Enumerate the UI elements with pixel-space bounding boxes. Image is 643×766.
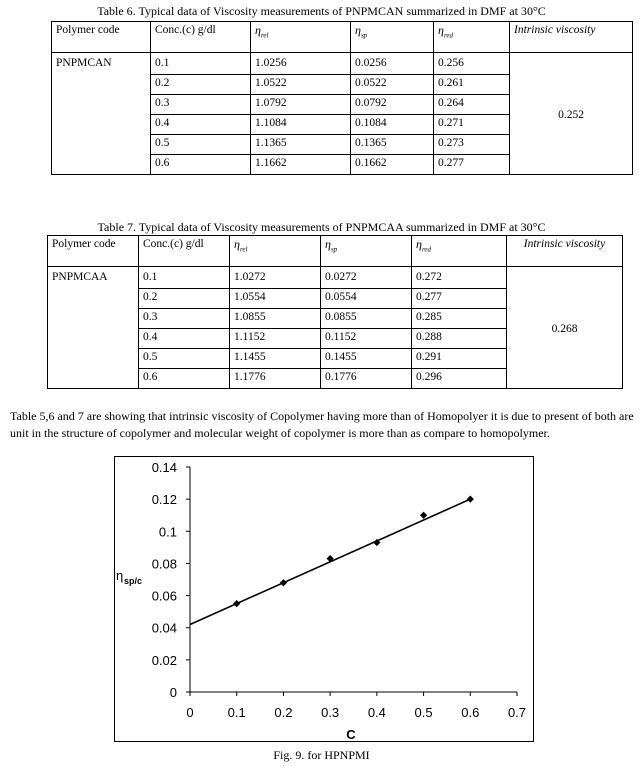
table-row bbox=[48, 267, 623, 289]
red-cell: 0.288 bbox=[412, 329, 507, 349]
rel-cell: 1.1365 bbox=[251, 135, 351, 155]
empty-cell bbox=[52, 75, 151, 95]
sp-cell: 0.0792 bbox=[351, 95, 434, 115]
y-tick-label: 0.02 bbox=[151, 652, 177, 668]
x-tick-label: 0.3 bbox=[321, 705, 340, 720]
empty-cell bbox=[48, 309, 139, 329]
figure-caption: Fig. 9. for HPNPMI bbox=[273, 748, 370, 762]
table6-caption: Table 6. Typical data of Viscosity measurements of PNPMCAN summarized in DMF at 30°C bbox=[97, 4, 546, 18]
x-tick-label: 0.2 bbox=[274, 705, 293, 720]
red-cell: 0.277 bbox=[412, 289, 507, 309]
y-tick-label: 0 bbox=[169, 685, 177, 700]
conc-cell: 0.5 bbox=[151, 135, 251, 155]
header-polymer-code: Polymer code bbox=[48, 236, 139, 267]
sp-cell: 0.1776 bbox=[321, 369, 412, 389]
rel-cell: 1.0522 bbox=[251, 75, 351, 95]
polymer-cell: PNPMCAN bbox=[52, 53, 151, 75]
conc-cell: 0.1 bbox=[139, 267, 230, 289]
header-sp: $\eta_{sp}$ bbox=[351, 22, 434, 53]
red-cell: 0.264 bbox=[434, 95, 510, 115]
table7 bbox=[47, 235, 623, 389]
x-axis-label: C bbox=[346, 727, 356, 742]
conc-cell: 0.1 bbox=[151, 53, 251, 75]
conc-cell: 0.3 bbox=[139, 309, 230, 329]
x-tick-label: 0.4 bbox=[367, 705, 386, 720]
conc-cell: 0.4 bbox=[151, 115, 251, 135]
table-row bbox=[52, 53, 633, 75]
rel-cell: 1.0554 bbox=[230, 289, 321, 309]
sp-cell: 0.0554 bbox=[321, 289, 412, 309]
table6 bbox=[51, 21, 633, 175]
y-tick-label: 0.04 bbox=[151, 620, 177, 636]
red-cell: 0.261 bbox=[434, 75, 510, 95]
y-tick-label: 0.1 bbox=[158, 524, 177, 540]
conc-cell: 0.2 bbox=[139, 289, 230, 309]
empty-cell bbox=[52, 95, 151, 115]
header-sp: $\eta_{sp}$ bbox=[321, 236, 412, 267]
red-cell: 0.296 bbox=[412, 369, 507, 389]
empty-cell bbox=[48, 289, 139, 309]
sp-cell: 0.1084 bbox=[351, 115, 434, 135]
rel-cell: 1.0855 bbox=[230, 309, 321, 329]
conc-cell: 0.6 bbox=[151, 155, 251, 175]
x-tick-label: 0.7 bbox=[507, 705, 527, 720]
x-tick-label: 0.1 bbox=[227, 705, 246, 720]
y-axis-label-sub: sp/c bbox=[124, 576, 143, 586]
conc-cell: 0.2 bbox=[151, 75, 251, 95]
red-cell: 0.272 bbox=[412, 267, 507, 289]
y-tick-label: 0.08 bbox=[151, 556, 177, 572]
sp-cell: 0.1365 bbox=[351, 135, 434, 155]
empty-cell bbox=[48, 369, 139, 389]
y-tick-label: 0.12 bbox=[151, 492, 177, 508]
header-rel: $\eta_{rel}$ bbox=[251, 22, 351, 53]
body-paragraph: Table 5,6 and 7 are showing that intrinsic viscosity of Copolymer having more than of Homopolyer it is due to present of both are unit in the structure of copolymer and molecular weight of copolymer is more than as compare to homopolymer. bbox=[10, 409, 634, 440]
sp-cell: 0.1455 bbox=[321, 349, 412, 369]
rel-cell: 1.0256 bbox=[251, 53, 351, 75]
red-cell: 0.256 bbox=[434, 53, 510, 75]
y-axis-label-main: η bbox=[116, 568, 124, 583]
sp-cell: 0.1152 bbox=[321, 329, 412, 349]
conc-cell: 0.3 bbox=[151, 95, 251, 115]
table-header-row bbox=[48, 236, 623, 267]
viscosity-chart bbox=[114, 456, 534, 742]
header-red: $\eta_{red}$ bbox=[412, 236, 507, 267]
conc-cell: 0.6 bbox=[139, 369, 230, 389]
sp-cell: 0.0256 bbox=[351, 53, 434, 75]
sp-cell: 0.0855 bbox=[321, 309, 412, 329]
rel-cell: 1.1455 bbox=[230, 349, 321, 369]
red-cell: 0.291 bbox=[412, 349, 507, 369]
header-intrinsic: Intrinsic viscosity bbox=[510, 22, 633, 53]
conc-cell: 0.5 bbox=[139, 349, 230, 369]
x-tick-label: 0.5 bbox=[414, 705, 433, 720]
red-cell: 0.273 bbox=[434, 135, 510, 155]
x-tick-label: 0 bbox=[186, 705, 194, 720]
table7-caption: Table 7. Typical data of Viscosity measurements of PNPMCAA summarized in DMF at 30°C bbox=[97, 220, 546, 234]
sp-cell: 0.0522 bbox=[351, 75, 434, 95]
rel-cell: 1.0272 bbox=[230, 267, 321, 289]
sp-cell: 0.1662 bbox=[351, 155, 434, 175]
header-conc: Conc.(c) g/dl bbox=[139, 236, 230, 267]
header-rel: $\eta_{rel}$ bbox=[230, 236, 321, 267]
x-tick-label: 0.6 bbox=[461, 705, 480, 720]
sp-cell: 0.0272 bbox=[321, 267, 412, 289]
rel-cell: 1.1776 bbox=[230, 369, 321, 389]
empty-cell bbox=[52, 115, 151, 135]
header-intrinsic: Intrinsic viscosity bbox=[507, 236, 623, 267]
conc-cell: 0.4 bbox=[139, 329, 230, 349]
intrinsic-value: 0.252 bbox=[510, 53, 633, 175]
empty-cell bbox=[52, 155, 151, 175]
rel-cell: 1.1662 bbox=[251, 155, 351, 175]
header-conc: Conc.(c) g/dl bbox=[151, 22, 251, 53]
red-cell: 0.271 bbox=[434, 115, 510, 135]
red-cell: 0.285 bbox=[412, 309, 507, 329]
rel-cell: 1.1084 bbox=[251, 115, 351, 135]
empty-cell bbox=[48, 329, 139, 349]
header-red: $\eta_{red}$ bbox=[434, 22, 510, 53]
y-tick-label: 0.06 bbox=[151, 588, 177, 604]
empty-cell bbox=[48, 349, 139, 369]
polymer-cell: PNPMCAA bbox=[48, 267, 139, 289]
y-tick-label: 0.14 bbox=[151, 460, 177, 475]
rel-cell: 1.0792 bbox=[251, 95, 351, 115]
rel-cell: 1.1152 bbox=[230, 329, 321, 349]
red-cell: 0.277 bbox=[434, 155, 510, 175]
header-polymer-code: Polymer code bbox=[52, 22, 151, 53]
empty-cell bbox=[52, 135, 151, 155]
table-header-row bbox=[52, 22, 633, 53]
intrinsic-value: 0.268 bbox=[507, 267, 623, 389]
